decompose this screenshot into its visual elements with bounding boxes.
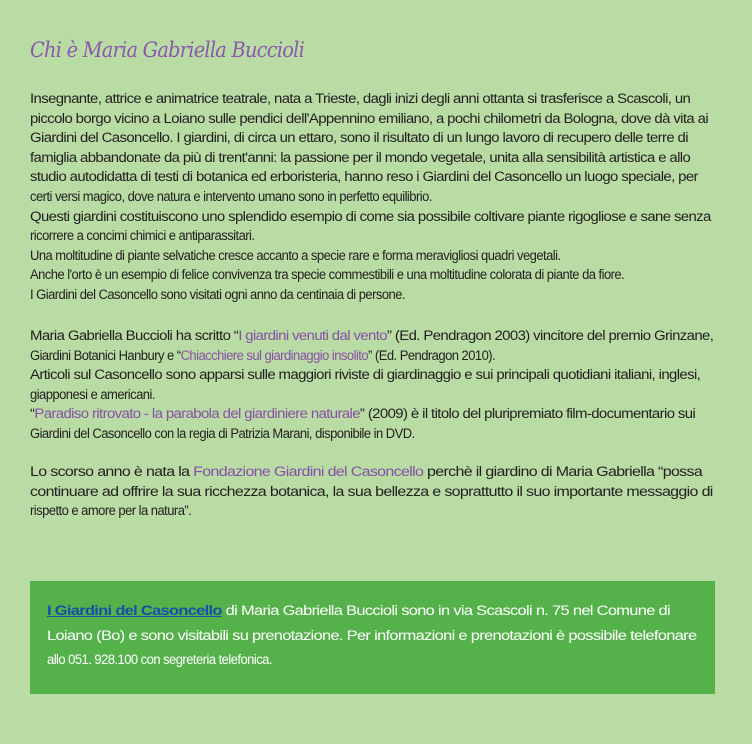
- text-segment: Loiano (Bo) e sono visitabili su prenotazione. Per informazioni e prenotazioni è possibile telefonare: [47, 627, 697, 643]
- text-line: [30, 346, 624, 366]
- biography-paragraph: [30, 89, 711, 305]
- text-line: [30, 187, 624, 207]
- text-segment: giapponesi e americani.: [30, 386, 155, 402]
- text-segment: I Giardini del Casoncello sono visitati ogni anno da centinaia di persone.: [30, 286, 405, 302]
- text-segment: Giardini Botanici Hanbury e “: [30, 347, 181, 363]
- text-line: [30, 385, 624, 405]
- text-segment: Questi giardini costituiscono uno splendido esempio di come sia possibile coltivare piante rigogliose e sane senza: [30, 208, 711, 224]
- text-segment: Una moltitudine di piante selvatiche cresce accanto a specie rare e forma meravigliosi quadri vegetali.: [30, 247, 561, 263]
- text-segment: ” (Ed. Pendragon 2010).: [368, 347, 496, 363]
- text-line: [30, 89, 713, 109]
- info-box-text: [47, 599, 697, 673]
- text-segment: ” (2009) è il titolo del pluripremiato film-documentario sui: [359, 406, 696, 422]
- text-segment: studio autodidatta di testi di botanica ed erboristeria, hanno reso i Giardini del Casoncello un luogo speciale, per: [30, 169, 698, 185]
- text-segment: piccolo borgo vicino a Loiano sulle pendici dell'Appennino emiliano, a pochi chilometri da Bologna, dove dà vita ai: [30, 110, 709, 126]
- highlighted-title: Paradiso ritrovato - la parabola del giardiniere naturale: [34, 406, 360, 422]
- text-segment: allo 051. 928.100 con segreteria telefonica.: [47, 652, 272, 667]
- text-line: [30, 404, 713, 424]
- casoncello-link[interactable]: I Giardini del Casoncello: [47, 603, 222, 618]
- text-segment: Articoli sul Casoncello sono apparsi sulle maggiori riviste di giardinaggio e sui principali quotidiani italiani, inglesi,: [30, 367, 701, 383]
- info-box: [30, 581, 715, 694]
- text-line: [47, 599, 696, 624]
- text-line: [30, 365, 713, 385]
- text-line: [30, 167, 713, 187]
- text-segment: famiglia abbandonate da più di trent'anni: la passione per il mondo vegetale, unita alla sensibilità artistica e allo: [30, 149, 691, 165]
- text-line: [30, 424, 624, 444]
- text-segment: perchè il giardino di Maria Gabriella “possa: [423, 464, 703, 479]
- publications-paragraph: [30, 326, 714, 444]
- text-line: [30, 246, 624, 266]
- text-line: [30, 207, 713, 227]
- text-segment: continuare ad offrire la sua ricchezza botanica, la sua bellezza e soprattutto il suo importante messaggio di: [30, 483, 713, 499]
- highlighted-title: Fondazione Giardini del Casoncello: [193, 464, 424, 479]
- text-segment: di Maria Gabriella Buccioli sono in via Scascoli n. 75 nel Comune di: [221, 603, 670, 618]
- text-segment: Maria Gabriella Buccioli ha scritto “: [30, 328, 239, 343]
- text-line: [47, 624, 696, 649]
- highlighted-title: Chiacchiere sul giardinaggio insolito: [180, 347, 369, 363]
- text-segment: Insegnante, attrice e animatrice teatrale, nata a Trieste, dagli inizi degli anni ottanta si trasferisce a Scascoli, un: [30, 91, 691, 106]
- text-line: [30, 326, 713, 346]
- text-line: [30, 226, 624, 246]
- text-line: [47, 648, 561, 673]
- text-segment: “: [30, 406, 35, 422]
- text-segment: ricorrere a concimi chimici e antiparassitari.: [30, 228, 255, 244]
- text-line: [30, 148, 713, 168]
- text-line: [30, 109, 713, 129]
- text-segment: ” (Ed. Pendragon 2003) vincitore del premio Grinzane,: [386, 328, 714, 343]
- highlighted-title: I giardini venuti dal vento: [238, 328, 387, 343]
- text-line: [30, 501, 585, 521]
- text-segment: Giardini del Casoncello con la regia di Patrizia Marani, disponibile in DVD.: [30, 425, 415, 441]
- text-line: [30, 482, 713, 502]
- text-segment: Lo scorso anno è nata la: [30, 464, 194, 479]
- page-title: Chi è Maria Gabriella Buccioli: [30, 38, 305, 62]
- text-line: [30, 462, 713, 482]
- text-segment: Anche l'orto è un esempio di felice convivenza tra specie commestibili e una moltitudine colorata di piante da fiore.: [30, 267, 625, 283]
- foundation-paragraph: [30, 462, 713, 521]
- text-segment: rispetto e amore per la natura”.: [30, 503, 192, 519]
- text-line: [30, 285, 624, 305]
- text-line: [30, 128, 713, 148]
- text-segment: certi versi magico, dove natura e intervento umano sono in perfetto equilibrio.: [30, 188, 432, 204]
- text-segment: Giardini del Casoncello. I giardini, di circa un ettaro, sono il risultato di un lungo lavoro di recupero delle terre di: [30, 130, 688, 146]
- text-line: [30, 265, 624, 285]
